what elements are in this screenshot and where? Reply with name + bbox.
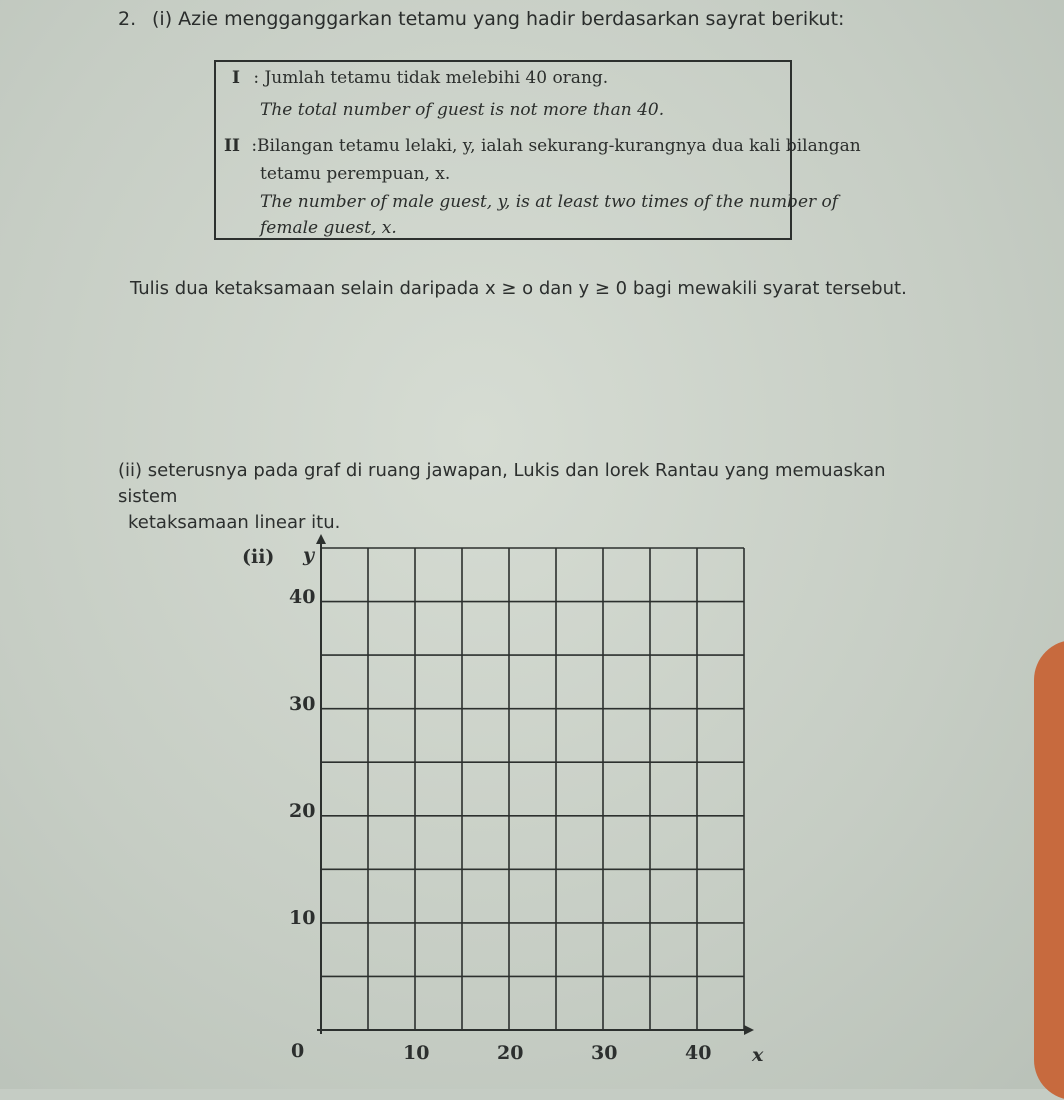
- condition-2-english-line1: The number of male guest, y, is at least two times of the number of: [260, 192, 839, 212]
- question-intro: Azie mengganggarkan tetamu yang hadir berdasarkan sayrat berikut:: [178, 8, 845, 30]
- condition-2-english-line2: female guest, x.: [260, 218, 397, 238]
- condition-2-label: II: [224, 136, 240, 156]
- question-number: 2.: [118, 8, 137, 30]
- condition-1-label: I: [232, 68, 240, 88]
- y-axis-name: y: [303, 544, 315, 566]
- condition-2-malay-line2: tetamu perempuan, x.: [260, 164, 451, 184]
- part-i-marker: (i): [152, 8, 173, 30]
- y-tick-label: 20: [289, 799, 316, 822]
- part-ii-line2: ketaksamaan linear itu.: [128, 512, 341, 533]
- y-axis-arrowhead: [316, 534, 326, 544]
- origin-label: 0: [291, 1040, 305, 1062]
- x-tick-label: 30: [591, 1042, 618, 1064]
- graph-label: (ii): [242, 546, 275, 568]
- y-tick-label: 10: [289, 906, 316, 929]
- x-axis-arrowhead: [744, 1025, 754, 1035]
- part-ii-line1: seterusnya pada graf di ruang jawapan, Lukis dan lorek Rantau yang memuaskan sistem: [118, 460, 886, 507]
- part-ii-marker: (ii): [118, 460, 143, 481]
- y-tick-label: 40: [289, 585, 316, 608]
- x-tick-label: 40: [685, 1042, 712, 1064]
- x-tick-label: 20: [497, 1042, 524, 1064]
- x-tick-label: 10: [403, 1042, 430, 1064]
- condition-1-english: The total number of guest is not more than 40.: [260, 100, 665, 120]
- condition-1-malay: : Jumlah tetamu tidak melebihi 40 orang.: [253, 68, 609, 88]
- instruction-text: Tulis dua ketaksamaan selain daripada x ≥ o dan y ≥ 0 bagi mewakili syarat tersebut.: [130, 278, 907, 299]
- y-tick-label: 30: [289, 692, 316, 715]
- condition-2-malay-line1: :Bilangan tetamu lelaki, y, ialah sekurang-kurangnya dua kali bilangan: [251, 136, 861, 156]
- x-axis-name: x: [752, 1044, 764, 1066]
